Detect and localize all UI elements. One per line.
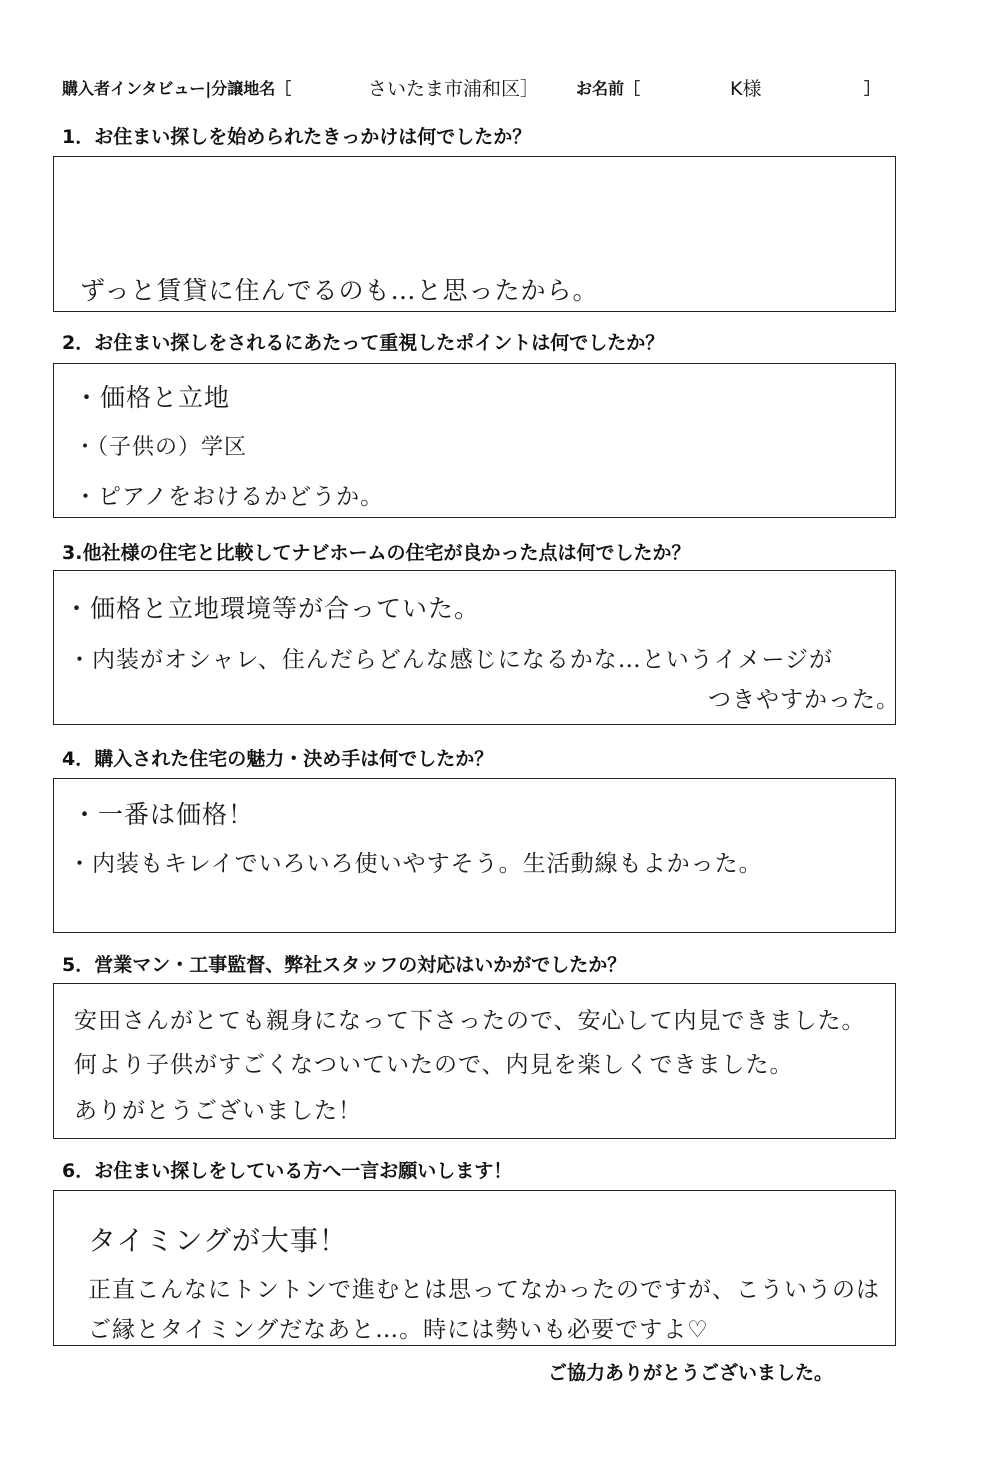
answer-4-line-1: ・一番は価格！ — [72, 800, 255, 829]
answer-1-line-1: ずっと賃貸に住んでるのも…と思ったから。 — [80, 276, 599, 305]
answer-6-line-1: タイミングが大事！ — [88, 1224, 348, 1257]
closing-thanks: ご協力ありがとうございました。 — [548, 1362, 834, 1384]
answer-5-line-3: ありがとうございました！ — [74, 1098, 362, 1124]
answer-box-2 — [53, 363, 896, 518]
name-label: お名前［ — [576, 79, 641, 98]
answer-box-1 — [53, 156, 896, 312]
header-title: 購入者インタビュー|分譲地名［ — [62, 79, 292, 98]
answer-3-line-1: ・価格と立地環境等が合っていた。 — [64, 594, 481, 623]
answer-box-6 — [53, 1190, 896, 1346]
question-5: 5．営業マン・工事監督、弊社スタッフの対応はいかがでしたか？ — [62, 954, 627, 976]
name-value: K様 — [730, 78, 762, 100]
answer-box-5 — [53, 983, 896, 1139]
answer-3-line-3: つきやすかった。 — [708, 687, 900, 713]
area-value: さいたま市浦和区］ — [368, 78, 540, 100]
answer-2-line-3: ・ピアノをおけるかどうか。 — [74, 484, 385, 510]
answer-6-line-2: 正直こんなにトントンで進むとは思ってなかったのですが、こういうのは — [88, 1277, 880, 1303]
question-1: 1．お住まい探しを始められたきっかけは何でしたか？ — [62, 126, 532, 148]
answer-6-line-3: ご縁とタイミングだなあと…。時には勢いも必要ですよ♡ — [88, 1317, 709, 1343]
name-close-bracket: ］ — [864, 79, 881, 98]
answer-box-4 — [53, 778, 896, 933]
answer-4-line-2: ・内装もキレイでいろいろ使いやすそう。生活動線もよかった。 — [68, 851, 763, 877]
answer-3-line-2: ・内装がオシャレ、住んだらどんな感じになるかな…というイメージが — [68, 647, 834, 673]
answer-2-line-1: ・価格と立地 — [74, 383, 231, 412]
question-6: 6．お住まい探しをしている方へ一言お願いします！ — [62, 1160, 513, 1182]
answer-box-3 — [53, 570, 900, 725]
answer-2-line-2: ・（子供の）学区 — [74, 435, 248, 460]
interview-header — [62, 76, 922, 104]
question-3: 3.他社様の住宅と比較してナビホームの住宅が良かった点は何でしたか？ — [62, 542, 691, 564]
question-4: 4．購入された住宅の魅力・決め手は何でしたか？ — [62, 748, 494, 770]
answer-5-line-1: 安田さんがとても親身になって下さったので、安心して内見できました。 — [74, 1008, 866, 1034]
answer-5-line-2: 何より子供がすごくなついていたので、内見を楽しくできました。 — [74, 1052, 794, 1078]
question-2: 2．お住まい探しをされるにあたって重視したポイントは何でしたか？ — [62, 332, 665, 354]
